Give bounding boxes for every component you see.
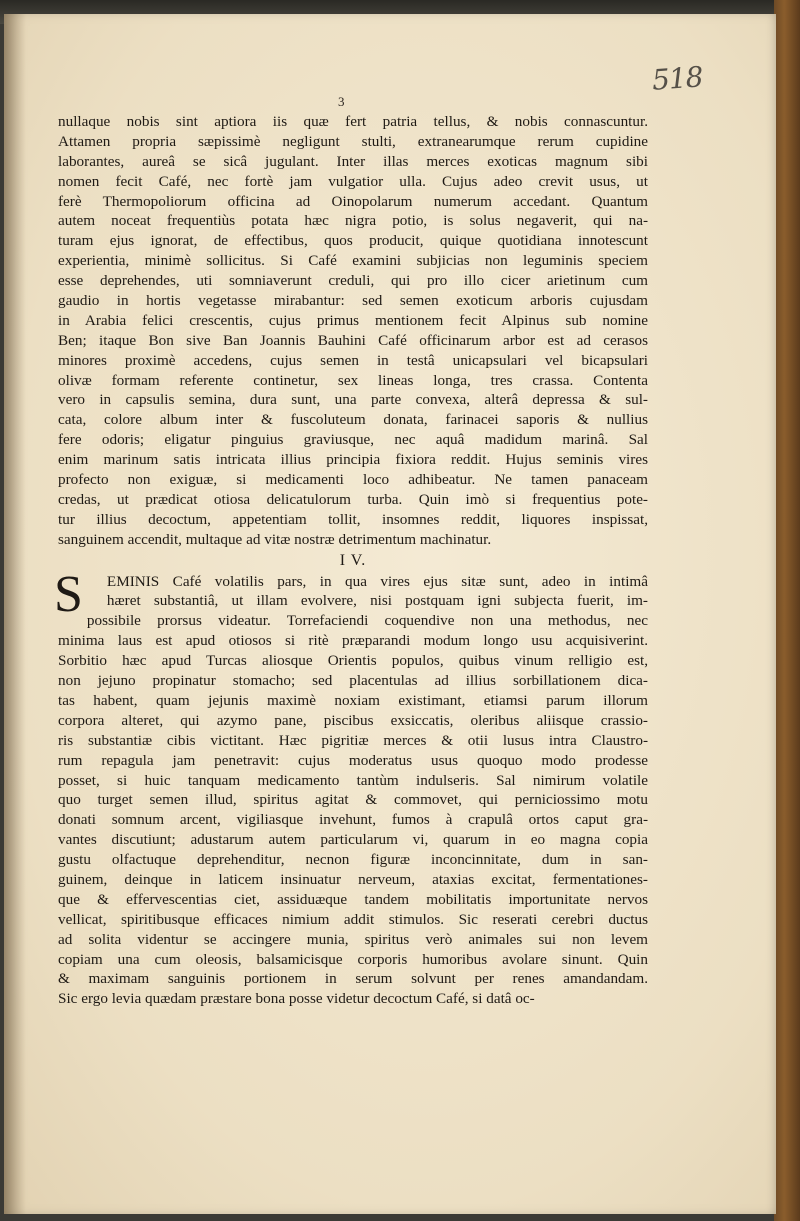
text-line: laborantes, aureâ se sicâ jugulant. Inter illas merces exoticas magnum sibi [58, 152, 648, 170]
text-line: EMINIS Café volatilis pars, in qua vires ejus sitæ sunt, adeo in intimâ [106, 572, 648, 590]
text-line: que & effervescentias ciet, assiduæque tandem mobilitatis importunitate nervos [58, 890, 648, 908]
text-line: & maximam sanguinis portionem in serum solvunt per renes amandandam. [58, 970, 648, 988]
text-line: Sic ergo levia quædam præstare bona posse videtur decoctum Café, si datâ oc- [58, 990, 535, 1008]
text-line: credas, ut prædicat otiosa delicatulorum turba. Quin imò si frequentius pote- [58, 490, 648, 508]
paragraph-2 [54, 565, 648, 1010]
text-line: vellicat, spiritibusque efficaces nimium addit stimulos. Sic reserati cerebri ductus [58, 910, 648, 928]
text-line: fere odoris; eligatur pinguius graviusque, nec aquâ madidum marinâ. Sal [58, 431, 648, 449]
section-heading: I V. [339, 551, 367, 569]
text-line: vero in capsulis semina, dura sunt, una parte convexa, alterâ depressa & sul- [58, 391, 648, 409]
page-folio-number: 518 [650, 60, 704, 97]
text-line: guinem, deinque in laticem insinuatur nerveum, ataxias excitat, fermentationes- [58, 870, 648, 888]
text-line: ferè Thermopoliorum officina ad Oinopolarum numerum accedant. Quantum [58, 192, 648, 210]
page-gutter-shadow [4, 14, 26, 1214]
text-line: gaudio in hortis vegetasse mirabantur: sed semen exoticum arboris cujusdam [58, 292, 648, 310]
signature-mark: 3 [338, 94, 345, 109]
text-line: ad solita videntur se accingere munia, spiritus verò animales sui non levem [58, 930, 648, 948]
text-line: profecto non exiguæ, si medicamenti loco adhibeatur. Ne tamen panaceam [58, 471, 648, 489]
text-line: hæret substantiâ, ut illam evolvere, nisi postquam igni subjecta fuerit, im- [106, 592, 648, 610]
text-line: rum repagula jam penetravit: cujus moderatus usus quoquo modo prodesse [58, 751, 648, 769]
text-line: esse deprehendes, uti somniaverunt creduli, qui pro illo cicer arietinum cum [58, 272, 648, 290]
text-line: ris substantiæ cibis victitant. Hæc pigritiæ merces & otii lusus intra Claustro- [58, 731, 648, 749]
text-line: nomen fecit Café, nec fortè jam vulgatior ulla. Cujus adeo crevit usus, ut [58, 172, 648, 190]
text-line: enim marinum satis intricata illius principia fixiora reddit. Hujus seminis vires [58, 451, 648, 469]
page-text-block [54, 112, 648, 1009]
text-line: gustu olfactuque deprehenditur, necnon figuræ inconcinnitate, dum in san- [58, 851, 648, 869]
text-line: experientia, minimè sollicitus. Si Café examini subjicias non leguminis speciem [58, 252, 648, 270]
text-line: sanguinem accendit, multaque ad vitæ nostræ detrimentum machinatur. [58, 530, 492, 548]
text-line: nullaque nobis sint aptiora iis quæ fert patria tellus, & nobis connascuntur. [58, 113, 648, 130]
text-line: posset, si huic tanquam medicamento tantùm indulseris. Sal nimirum volatile [58, 771, 648, 789]
text-line: donati somnum arcent, vigiliasque invehunt, fumos à crapulâ ortos caput gra- [58, 811, 648, 829]
text-line: corpora alteret, qui azymo pane, piscibus exsiccatis, oleribus aliisque crassio- [58, 711, 648, 729]
text-line: minores proximè accedens, cujus semen in testâ unicapsulari vel bicapsulari [58, 351, 648, 369]
text-line: Ben; itaque Bon sive Ban Joannis Bauhini Café officinarum arbor est ad cerasos [58, 331, 648, 349]
book-spine [774, 0, 800, 1221]
text-line: possibile prorsus videatur. Torrefaciendi coquendive non una methodus, nec [86, 612, 648, 630]
text-line: in Arabia felici crescentis, cujus primus mentionem fecit Alpinus sub nomine [58, 311, 648, 329]
text-line: non jejuno propinatur stomacho; sed placentulas ad illius sorbillationem dica- [58, 672, 648, 690]
text-line: vantes discutiunt; adustarum autem particularum vi, quarum in eo magna copia [58, 831, 648, 849]
text-line: copiam una cum oleosis, balsamicisque corporis humoribus avolare sinunt. Quin [58, 950, 648, 968]
text-line: Sorbitio hæc apud Turcas aliosque Orientis populos, quibus vinum relligio est, [58, 652, 648, 670]
text-line: quo turget semen illud, spiritus agitat & commovet, qui perniciossimo motu [58, 791, 648, 809]
drop-capital: S [54, 565, 83, 623]
text-line: tas habent, quam jejunis maximè noxiam existimant, etiamsi parum illorum [58, 691, 648, 709]
text-line: minima laus est apud otiosos si ritè præparandi modum longo usu acquisiverint. [58, 632, 648, 650]
text-line: cata, colore album inter & fuscoluteum donata, farinacei saporis & nullius [58, 411, 648, 429]
text-line: tur illius decoctum, appetentiam tollit, insomnes reddit, liquores inspissat, [58, 510, 648, 528]
paragraph-1 [58, 112, 648, 550]
text-line: Attamen propria sæpissimè negligunt stulti, extranearumque rerum cupidine [58, 132, 648, 150]
text-line: turam ejus ignorat, de effectibus, quos producit, quique quotidiana innotescunt [58, 232, 648, 250]
text-line: autem noceat frequentiùs potata hæc nigra potio, is solus negaverit, qui na- [58, 212, 648, 230]
text-line: olivæ formam referente continetur, sex lineas longa, tres crassa. Contenta [58, 371, 648, 389]
